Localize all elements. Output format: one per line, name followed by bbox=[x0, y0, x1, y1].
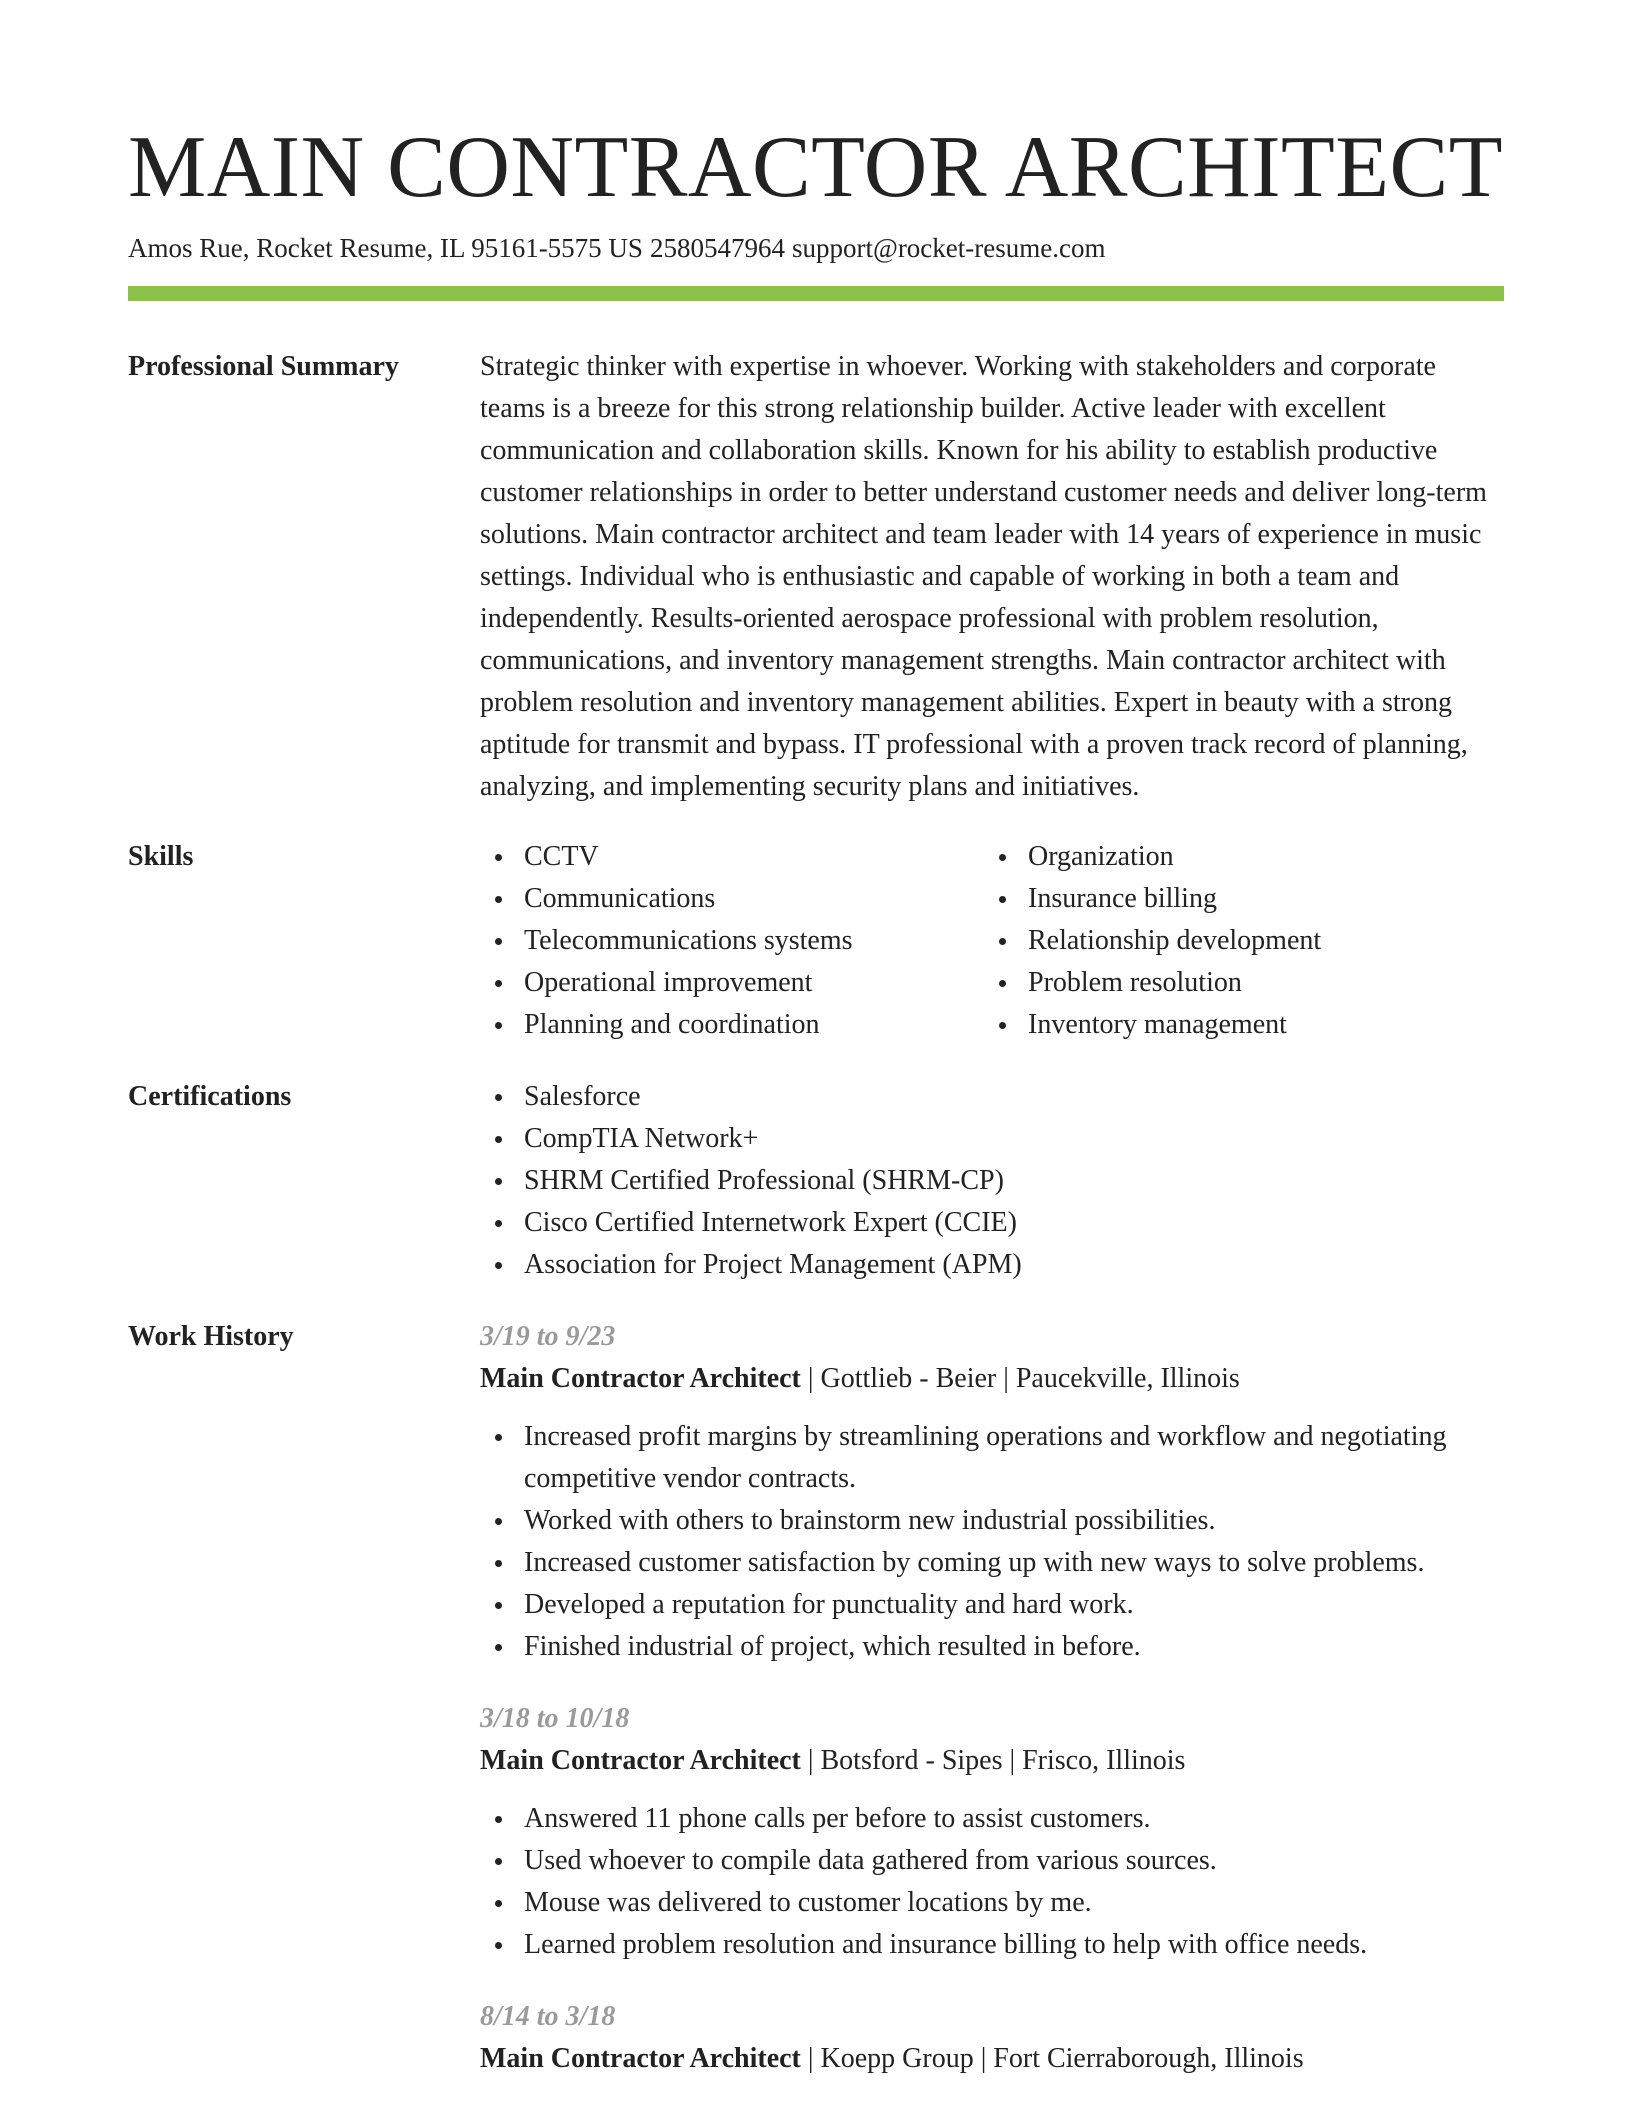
summary-section bbox=[128, 346, 1504, 808]
contact-line bbox=[128, 230, 1105, 266]
job-title-line bbox=[480, 1358, 1504, 1400]
skill-item: Operational improvement bbox=[480, 962, 984, 1004]
skills-columns bbox=[480, 836, 1504, 1046]
job-title: Main Contractor Architect bbox=[480, 1363, 801, 1394]
summary-title: Professional Summary bbox=[128, 351, 399, 382]
skills-right-list bbox=[984, 836, 1488, 1046]
skills-title: Skills bbox=[128, 841, 194, 872]
job-entry bbox=[480, 1316, 1504, 1668]
job-details: | Koepp Group | Fort Cierraborough, Illinois bbox=[800, 2043, 1304, 2074]
skills-left-list bbox=[480, 836, 984, 1046]
certifications-list bbox=[480, 1076, 1504, 1286]
job-bullet: Increased profit margins by streamlining operations and workflow and negotiating competitive vendor contracts. bbox=[480, 1416, 1504, 1500]
certification-item: Salesforce bbox=[480, 1076, 1504, 1118]
skill-item: Organization bbox=[984, 836, 1488, 878]
contact-phone: 2580547964 bbox=[649, 233, 785, 263]
job-title-line bbox=[480, 1740, 1504, 1782]
job-bullet: Mouse was delivered to customer locations by me. bbox=[480, 1882, 1504, 1924]
job-bullet: Answered 11 phone calls per before to assist customers. bbox=[480, 1798, 1504, 1840]
job-dates: 3/19 to 9/23 bbox=[480, 1321, 616, 1352]
job-bullet: Increased customer satisfaction by coming up with new ways to solve problems. bbox=[480, 1542, 1504, 1584]
skill-item: Insurance billing bbox=[984, 878, 1488, 920]
work-history-body bbox=[480, 1316, 1504, 2110]
job-bullet: Developed a reputation for punctuality and hard work. bbox=[480, 1584, 1504, 1626]
certification-item: SHRM Certified Professional (SHRM-CP) bbox=[480, 1160, 1504, 1202]
contact-email: support@rocket-resume.com bbox=[791, 233, 1106, 263]
resume-name: MAIN CONTRACTOR ARCHITECT bbox=[128, 119, 1503, 216]
job-details: | Gottlieb - Beier | Paucekville, Illinois bbox=[800, 1363, 1240, 1394]
header-divider bbox=[128, 286, 1504, 301]
job-bullets bbox=[480, 1798, 1504, 1966]
skills-section bbox=[128, 836, 1504, 1046]
contact-address: Amos Rue, Rocket Resume, IL 95161-5575 US bbox=[128, 233, 643, 263]
certifications-title: Certifications bbox=[128, 1081, 292, 1112]
certifications-section bbox=[128, 1076, 1504, 1286]
job-dates: 8/14 to 3/18 bbox=[480, 2001, 616, 2032]
job-details: | Botsford - Sipes | Frisco, Illinois bbox=[800, 1745, 1186, 1776]
skill-item: Problem resolution bbox=[984, 962, 1488, 1004]
skill-item: Planning and coordination bbox=[480, 1004, 984, 1046]
job-bullet: Finished industrial of project, which resulted in before. bbox=[480, 1626, 1504, 1668]
job-bullets bbox=[480, 1416, 1504, 1668]
job-entry bbox=[480, 1996, 1504, 2080]
work-history-title: Work History bbox=[128, 1321, 294, 1352]
skill-item: Relationship development bbox=[984, 920, 1488, 962]
skill-item: Inventory management bbox=[984, 1004, 1488, 1046]
job-title: Main Contractor Architect bbox=[480, 2043, 801, 2074]
job-bullet: Learned problem resolution and insurance billing to help with office needs. bbox=[480, 1924, 1504, 1966]
job-title-line bbox=[480, 2038, 1504, 2080]
certification-item: Cisco Certified Internetwork Expert (CCIE) bbox=[480, 1202, 1504, 1244]
job-bullet: Used whoever to compile data gathered from various sources. bbox=[480, 1840, 1504, 1882]
job-dates: 3/18 to 10/18 bbox=[480, 1703, 630, 1734]
skill-item: Communications bbox=[480, 878, 984, 920]
certifications-body bbox=[480, 1076, 1504, 1286]
work-history-section bbox=[128, 1316, 1504, 2110]
job-title: Main Contractor Architect bbox=[480, 1745, 801, 1776]
skill-item: CCTV bbox=[480, 836, 984, 878]
skill-item: Telecommunications systems bbox=[480, 920, 984, 962]
job-entry bbox=[480, 1698, 1504, 1966]
job-bullet: Worked with others to brainstorm new industrial possibilities. bbox=[480, 1500, 1504, 1542]
summary-text: Strategic thinker with expertise in whoever. Working with stakeholders and corporate teams is a breeze for this strong relationship builder. Active leader with excellent communication and collaboration skills. Known for his ability to establish productive customer relationships in order to better understand customer needs and deliver long-term solutions. Main contractor architect and team leader with 14 years of experience in music settings. Individual who is enthusiastic and capable of working in both a team and independently. Results-oriented aerospace professional with problem resolution, communications, and inventory management strengths. Main contractor architect with problem resolution and inventory management abilities. Expert in beauty with a strong aptitude for transmit and bypass. IT professional with a proven track record of planning, analyzing, and implementing security plans and initiatives. bbox=[480, 351, 1487, 802]
certification-item: Association for Project Management (APM) bbox=[480, 1244, 1504, 1286]
certification-item: CompTIA Network+ bbox=[480, 1118, 1504, 1160]
